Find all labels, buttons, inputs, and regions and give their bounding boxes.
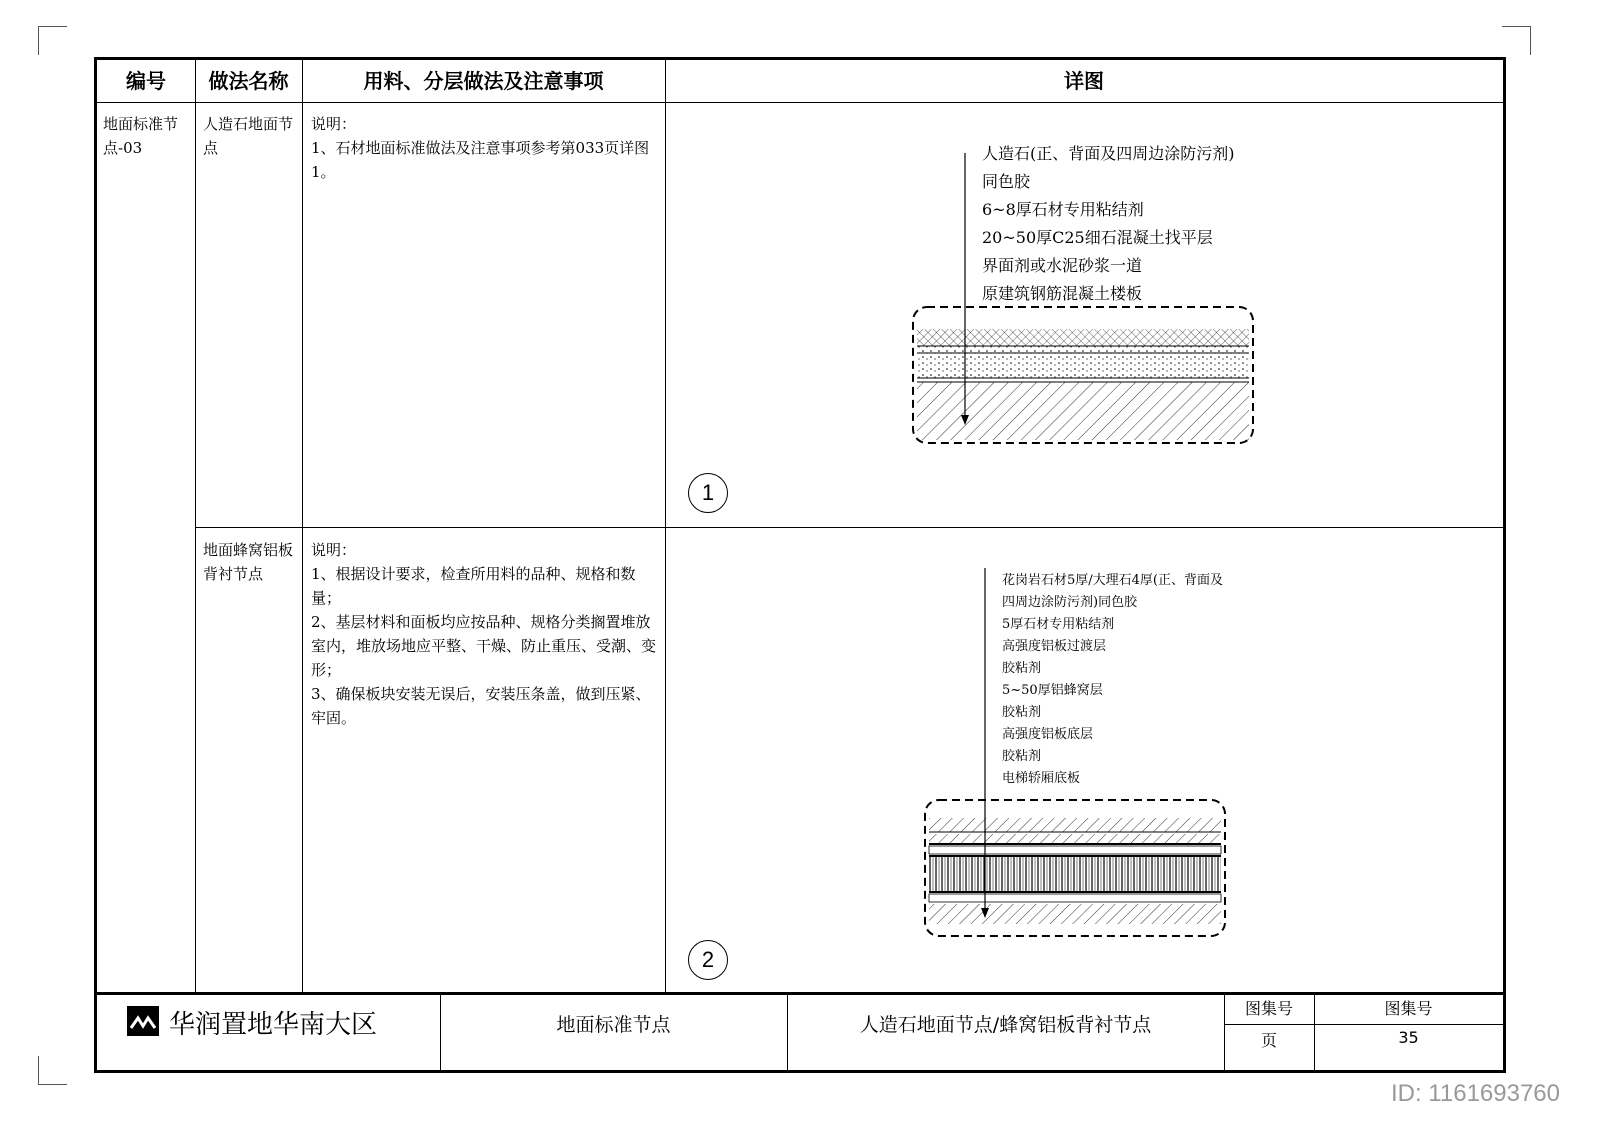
detail-2-layer: 胶粘剂 (1002, 705, 1042, 720)
company-name: 华润置地华南大区 (169, 1010, 378, 1040)
col-divider-2 (302, 60, 303, 992)
row1-name: 人造石地面节点 (203, 115, 294, 157)
crop-mark-top-right (1502, 26, 1531, 55)
detail-2-number: 2 (688, 940, 728, 980)
footer-label-set: 图集号 (1244, 999, 1293, 1018)
crop-mark-bottom-left (38, 1056, 67, 1085)
header-notes: 用料、分层做法及注意事项 (363, 69, 604, 93)
header-method: 做法名称 (208, 69, 289, 93)
detail-1-layer: 界面剂或水泥砂浆一道 (982, 256, 1143, 275)
detail-1-layer: 同色胶 (982, 172, 1031, 191)
detail-2-layer: 5~50厚铝蜂窝层 (1002, 683, 1103, 698)
detail-2-callouts (1002, 570, 1223, 790)
footer-label-set-2: 图集号 (1384, 999, 1433, 1018)
detail-2-layer: 四周边涂防污剂)同色胶 (1002, 595, 1138, 610)
detail-2-layer: 高强度铝板底层 (1002, 727, 1094, 742)
detail-2-layer: 电梯轿厢底板 (1002, 771, 1081, 786)
footer-divider (97, 992, 1503, 995)
footer-category: 地面标准节点 (556, 1014, 671, 1036)
row2-notes: 说明： 1、根据设计要求，检查所用料的品种、规格和数量； 2、基层材料和面板均应按品种、规格分类搁置堆放室内，堆放场地应平整、干燥、防止重压、受潮、变形； 3、确保板块安装无误后，安装压条盖，做到压紧、牢固。 (311, 541, 657, 727)
detail-2-layer: 胶粘剂 (1002, 661, 1042, 676)
header-detail: 详图 (1064, 69, 1104, 93)
header-code: 编号 (126, 69, 166, 93)
detail-2-layer: 5厚石材专用粘结剂 (1002, 617, 1115, 632)
footer-title: 人造石地面节点/蜂窝铝板背衬节点 (859, 1014, 1152, 1036)
detail-1-callouts (982, 140, 1235, 308)
crop-mark-top-left (38, 26, 67, 55)
detail-1-layer: 人造石(正、背面及四周边涂防污剂) (982, 144, 1235, 163)
detail-1-layer: 原建筑钢筋混凝土楼板 (982, 284, 1143, 303)
watermark-id: ID: 1161693760 (1390, 1080, 1560, 1107)
detail-2-layer: 胶粘剂 (1002, 749, 1042, 764)
footer-divider-5 (1224, 1024, 1503, 1025)
detail-1-number: 1 (688, 473, 728, 513)
detail-1-layer: 6~8厚石材专用粘结剂 (982, 200, 1144, 219)
drawing-sheet (94, 57, 1506, 1073)
detail-2-layer: 高强度铝板过渡层 (1002, 639, 1107, 654)
company-logo-icon (127, 1006, 159, 1036)
detail-1-layer: 20~50厚C25细石混凝土找平层 (982, 228, 1213, 247)
row1-code: 地面标准节点-03 (103, 115, 179, 157)
row2-name: 地面蜂窝铝板背衬节点 (203, 541, 294, 583)
footer-page-number: 35 (1398, 1028, 1419, 1047)
col-divider-1 (195, 60, 196, 992)
row1-notes: 说明： 1、石材地面标准做法及注意事项参考第033页详图1。 (311, 115, 650, 181)
footer-label-page: 页 (1260, 1031, 1277, 1050)
detail-2-layer: 花岗岩石材5厚/大理石4厚(正、背面及 (1002, 573, 1223, 588)
